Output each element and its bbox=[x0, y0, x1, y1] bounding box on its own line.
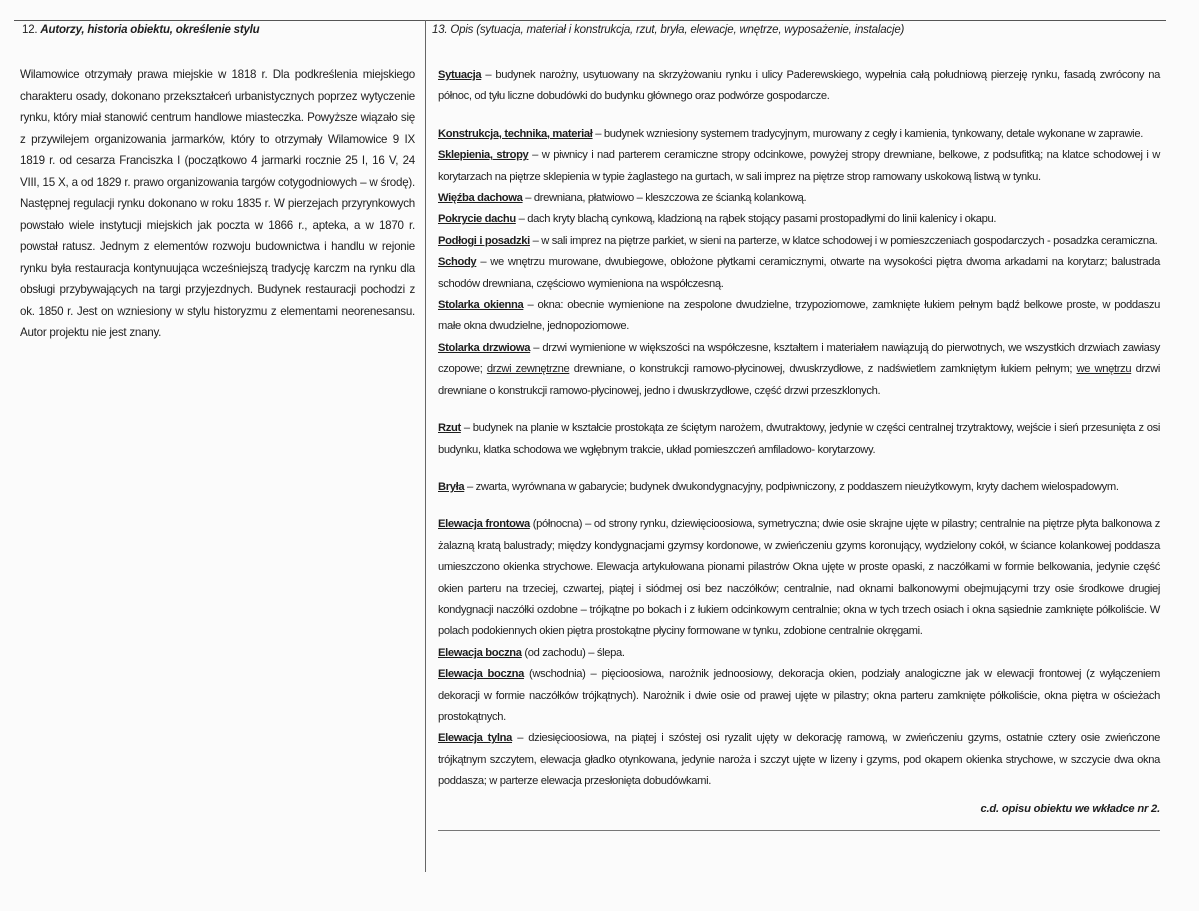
para-rzut: Rzut – budynek na planie w kształcie prostokąta ze ściętym narożem, dwutraktowy, jedynie w części centralnej trzytraktowy, wejście i sień przesunięta z osi budynku, klatka schodowa we wgłębnym trakcie, układ pomieszczeń amfiladowo- korytarzowy. bbox=[438, 422, 1160, 456]
para-sklepienia: Sklepienia, stropy – w piwnicy i nad parterem ceramiczne stropy odcinkowe, powyżej stropy drewniane, belkowe, z podsufitką; na klatce schodowej i w korytarzach na piętrze sklepienia w typie żaglastego na gurtach, w sali imprez na piętrze strop ramowany uskokową listwą w tynku. bbox=[438, 149, 1161, 183]
history-text: Wilamowice otrzymały prawa miejskie w 1818 r. Dla podkreślenia miejskiego charakteru osady, dokonano przekształceń urbanistycznych poprzez wytyczenie rynku, który miał stanowić centrum handlowe miasteczka. Powyższe wiązało się z przywilejem organizowania jarmarków, który to otrzymały Wilamowice 9 IX 1819 r. od cesarza Franciszka I (początkowo 4 jarmarki rocznie 25 I, 16 V, 24 VIII, 15 X, a od 1829 r. prawo organizowania targów cotygodniowych – w środę). Następnej regulacji rynku dokonano w roku 1835 r. W pierzejach przyrynkowych powstało wiele instytucji miejskich jak poczta w 1866 r., apteka, a w 1870 r. powstał ratusz. Jednym z elementów rozwoju budownictwa i handlu w rejonie rynku była restauracja kontynuująca wcześniejszą tradycję karczm na rynku dla obsługi przybywających na targi przyjezdnych. Budynek restauracji pochodzi z ok. 1850 r. Jest on wzniesiony w stylu historyzmu z elementami neorenesansu. Autor projektu nie jest znany. bbox=[20, 68, 415, 339]
para-stolarka-okienna: Stolarka okienna – okna: obecnie wymienione na zespolone dwudzielne, trzypoziomowe, zamknięte łukiem pełnym bądź belkowe proste, w poddaszu małe okna dwudzielne, jednopoziomowe. bbox=[438, 299, 1160, 333]
section-13-heading bbox=[432, 24, 904, 36]
section-title: Opis (sytuacja, materiał i konstrukcja, rzut, bryła, elewacje, wnętrze, wyposażenie, instalacje) bbox=[450, 24, 905, 36]
para-elewacja-boczna-zachod: Elewacja boczna (od zachodu) – ślepa. bbox=[438, 646, 625, 659]
description-column bbox=[438, 65, 1160, 831]
para-sytuacja: Sytuacja – budynek narożny, usytuowany na skrzyżowaniu rynku i ulicy Paderewskiego, wypełnia całą południową pierzeję rynku, fasadą zwrócony na północ, od tyłu liczne dobudówki do budynku głównego oraz podwórze gospodarcze. bbox=[438, 69, 1160, 103]
top-border bbox=[14, 20, 1166, 21]
section-number: 12. bbox=[22, 24, 38, 36]
section-12-heading bbox=[22, 24, 260, 36]
para-elewacja-boczna-wschod: Elewacja boczna (wschodnia) – pięcioosiowa, narożnik jednoosiowy, dekoracja okien, podziały analogiczne jak w elewacji frontowej (z wyłączeniem dekoracji w formie naczółków trójkątnych). Narożnik i dwie osie od prawej ujęte w pilastry; okna parteru zamknięte półkoliście, okna piętra w ościeżach prostokątnych. bbox=[438, 668, 1160, 723]
para-bryla: Bryła – zwarta, wyrównana w gabarycie; budynek dwukondygnacyjny, podpiwniczony, z poddaszem nieużytkowym, kryty dachem wielospadowym. bbox=[438, 480, 1119, 493]
para-podlogi: Podłogi i posadzki – w sali imprez na piętrze parkiet, w sieni na parterze, w klatce schodowej i w pomieszczeniach gospodarczych - posadzka ceramiczna. bbox=[438, 234, 1158, 247]
para-stolarka-drzwiowa: Stolarka drzwiowa – drzwi wymienione w większości na współczesne, kształtem i materiałem nawiązują do pierwotnych, we wszystkich drzwiach zawiasy czopowe; drzwi zewnętrzne drewniane, o konstrukcji ramowo-płycinowej, dwuskrzydłowe, z nadświetlem zamkniętym łukiem pełnym; we wnętrzu drzwi drewniane o konstrukcji ramowo-płycinowej, jedno i dwuskrzydłowe, część drzwi przeszklonych. bbox=[438, 341, 1160, 397]
section-title: Autorzy, historia obiektu, określenie stylu bbox=[40, 24, 260, 36]
section-number: 13. bbox=[432, 24, 448, 36]
column-divider bbox=[425, 20, 426, 872]
para-schody: Schody – we wnętrzu murowane, dwubiegowe, obłożone płytkami ceramicznymi, otwarte na wysokości piętra dwoma arkadami na korytarz; balustrada schodów drewniana, częściowo wymieniona na współczesną. bbox=[438, 256, 1160, 290]
para-konstrukcja: Konstrukcja, technika, materiał – budynek wzniesiony systemem tradycyjnym, murowany z cegły i kamienia, tynkowany, detale wykonane w zaprawie. bbox=[438, 127, 1143, 140]
para-elewacja-tylna: Elewacja tylna – dziesięcioosiowa, na piątej i szóstej osi ryzalit ujęty w dekorację ramową, w zwieńczeniu gzyms, ostatnie cztery osie zwieńczone trójkątnym szczytem, elewacja gładko otynkowana, jedynie naroża i szczyt ujęte w lizeny i gzyms, pod okapem okienka strychowe, w szczycie dwa okna poddasza; w parterze elewacja przesłonięta dobudówkami. bbox=[438, 732, 1160, 788]
para-elewacja-frontowa: Elewacja frontowa (północna) – od strony rynku, dziewięcioosiowa, symetryczna; dwie osie skrajne ujęte w pilastry; centralnie na piętrze płyta balkonowa z żalazną kratą balustrady; między kondygnacjami gzymsy kordonowe, w zwieńczeniu gzyms koronujący, wydzielony cokół, w ściance kolankowej poddasza umieszczono okienka strychowe. Elewacja artykułowana pionami pilastrów Okna ujęte w proste opaski, z naczółkami w formie belkowania, jedynie część okien parteru na trzeciej, czwartej, piątej i siódmej osi bez naczółków; centralnie, nad oknami balkonowymi obejmującymi trzy osie środkowe drugiej kondygnacji naczółki ozdobne – trójkątne po bokach i z łukiem odcinkowym centralnie; okna w tych trzech osiach i okna sąsiednie zamknięte półkoliście. W polach podokiennych okien piętra prostokątne płyciny formowane w tynku, zdobione centralnie okręgami. bbox=[438, 518, 1160, 638]
para-pokrycie: Pokrycie dachu – dach kryty blachą cynkową, kladzioną na rąbek stojący pasami prostopadłymi do linii kalenicy i okapu. bbox=[438, 213, 997, 226]
continuation-note: c.d. opisu obiektu we wkładce nr 2. bbox=[980, 802, 1160, 815]
para-wiezba: Więźba dachowa – drewniana, płatwiowo – kleszczowa ze ścianką kolankową. bbox=[438, 192, 807, 205]
